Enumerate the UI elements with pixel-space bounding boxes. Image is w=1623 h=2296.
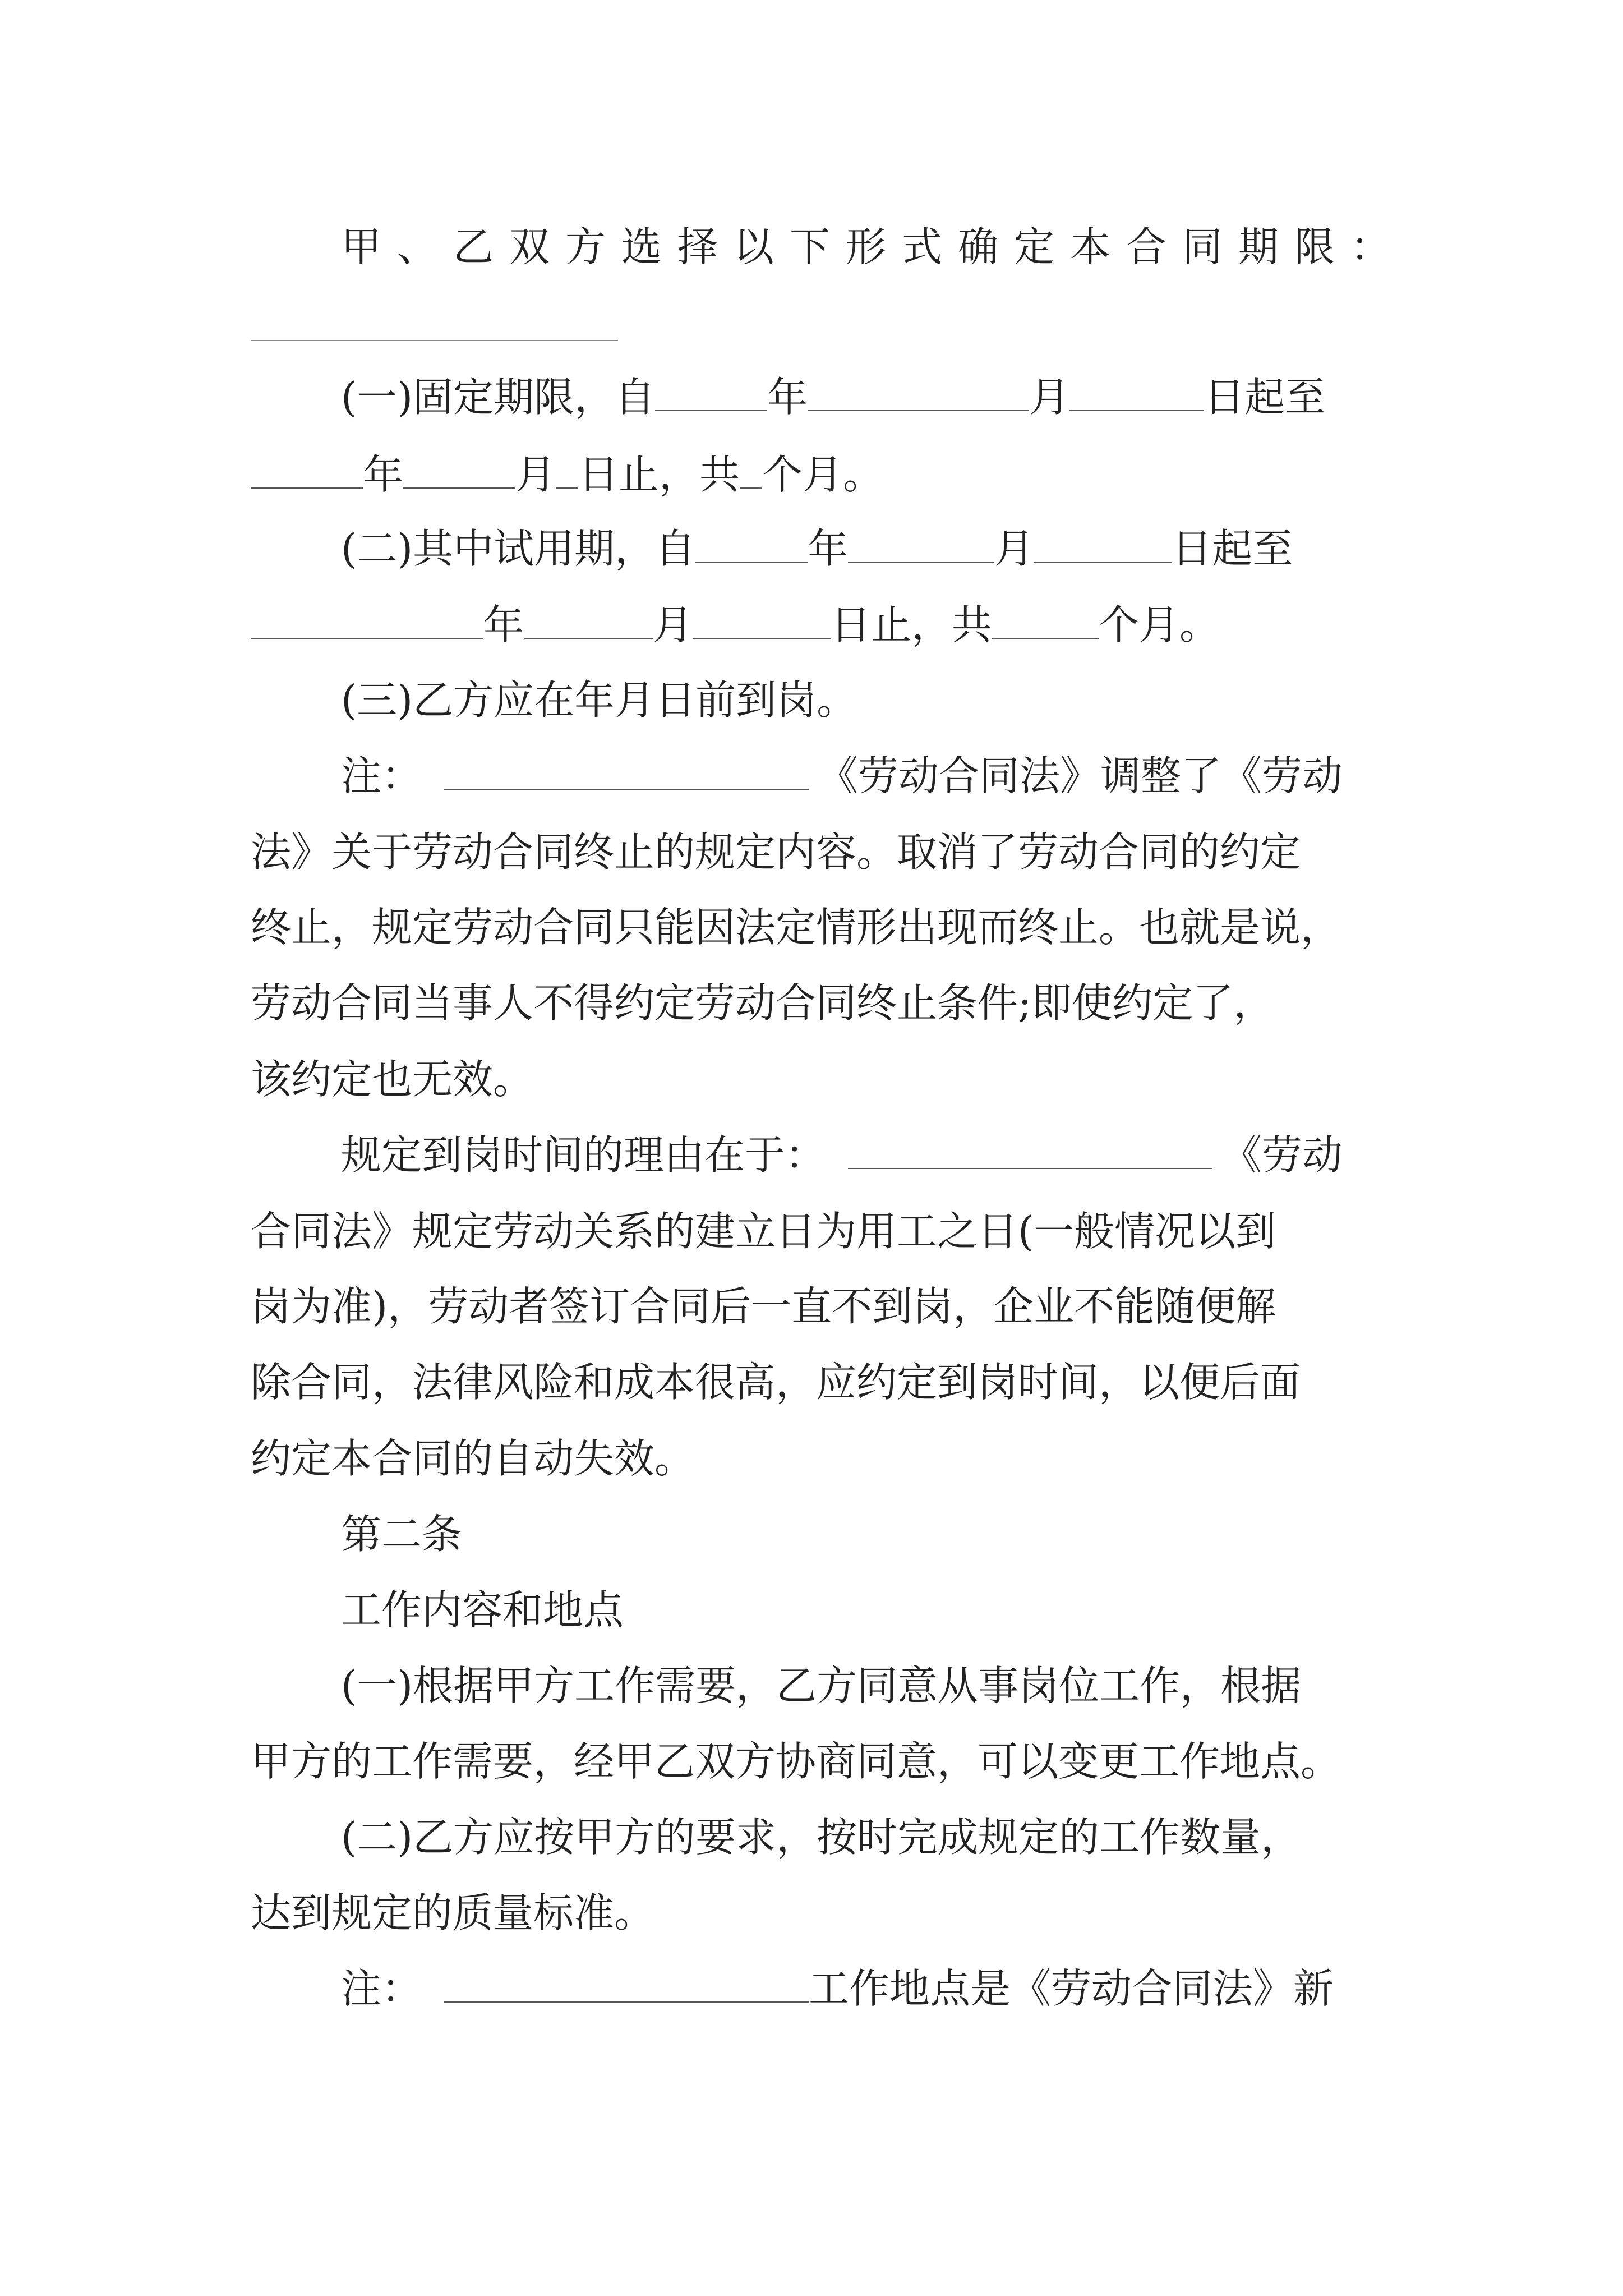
reason-line1: 规定到岗时间的理由在于： 《劳动 [341,1131,1343,1179]
note2-line: 注： 工作地点是《劳动合同法》新 [341,1965,1334,2012]
note1-line1: 注： 《劳动合同法》调整了《劳动 [341,752,1343,799]
work2-line2: 达到规定的质量标准。 [251,1889,655,1936]
blank-day[interactable] [1034,526,1172,563]
reason-line5: 约定本合同的自动失效。 [251,1435,695,1482]
blank-day[interactable] [693,602,831,639]
blank-year[interactable] [655,374,767,411]
blank-month[interactable] [808,374,1029,411]
reason-blank[interactable] [848,1132,1212,1169]
article2-subtitle: 工作内容和地点 [341,1586,624,1634]
note1-line5: 该约定也无效。 [251,1056,534,1103]
item3: (三)乙方应在年月日前到岗。 [341,677,857,724]
item1-line2: 年 月 日止，共 个月。 [251,447,883,503]
blank-day[interactable] [556,452,578,489]
blank-year[interactable] [251,602,483,639]
blank-day[interactable] [1069,374,1204,411]
blank-year[interactable] [695,526,808,563]
note1-line2: 法》关于劳动合同终止的规定内容。取消了劳动合同的约定 [251,829,1301,876]
work1-line1: (一)根据甲方工作需要，乙方同意从事岗位工作，根据 [341,1662,1302,1709]
blank-month[interactable] [403,452,515,489]
heading-rule [251,340,618,341]
reason-line2: 合同法》规定劳动关系的建立日为用工之日(一般情况以到 [251,1208,1276,1255]
note1-line3: 终止，规定劳动合同只能因法定情形出现而终止。也就是说， [251,904,1341,951]
work2-line1: (二)乙方应按甲方的要求，按时完成规定的工作数量， [341,1814,1302,1861]
blank-months[interactable] [992,602,1099,639]
work1-line2: 甲方的工作需要，经甲乙双方协商同意，可以变更工作地点。 [251,1738,1341,1785]
term-heading: 甲、乙双方选择以下形式确定本合同期限： [341,223,1407,270]
blank-year[interactable] [251,452,363,489]
reason-line4: 除合同，法律风险和成本很高，应约定到岗时间，以便后面 [251,1359,1301,1406]
item2-line1: (二)其中试用期，自 年 月 日起至 [341,525,1293,572]
note-blank[interactable] [444,753,809,790]
item2-line2: 年 月 日止，共 个月。 [251,597,1220,653]
note1-line4: 劳动合同当事人不得约定劳动合同终止条件;即使约定了， [251,979,1274,1027]
blank-month[interactable] [848,526,994,563]
blank-months[interactable] [740,452,762,489]
item1-line1: (一)固定期限，自 年 月 日起至 [341,374,1326,421]
article2-title: 第二条 [341,1511,463,1558]
reason-line3: 岗为准)，劳动者签订合同后一直不到岗，企业不能随便解 [251,1283,1276,1330]
blank-month[interactable] [524,602,653,639]
note-blank[interactable] [444,1966,809,2003]
